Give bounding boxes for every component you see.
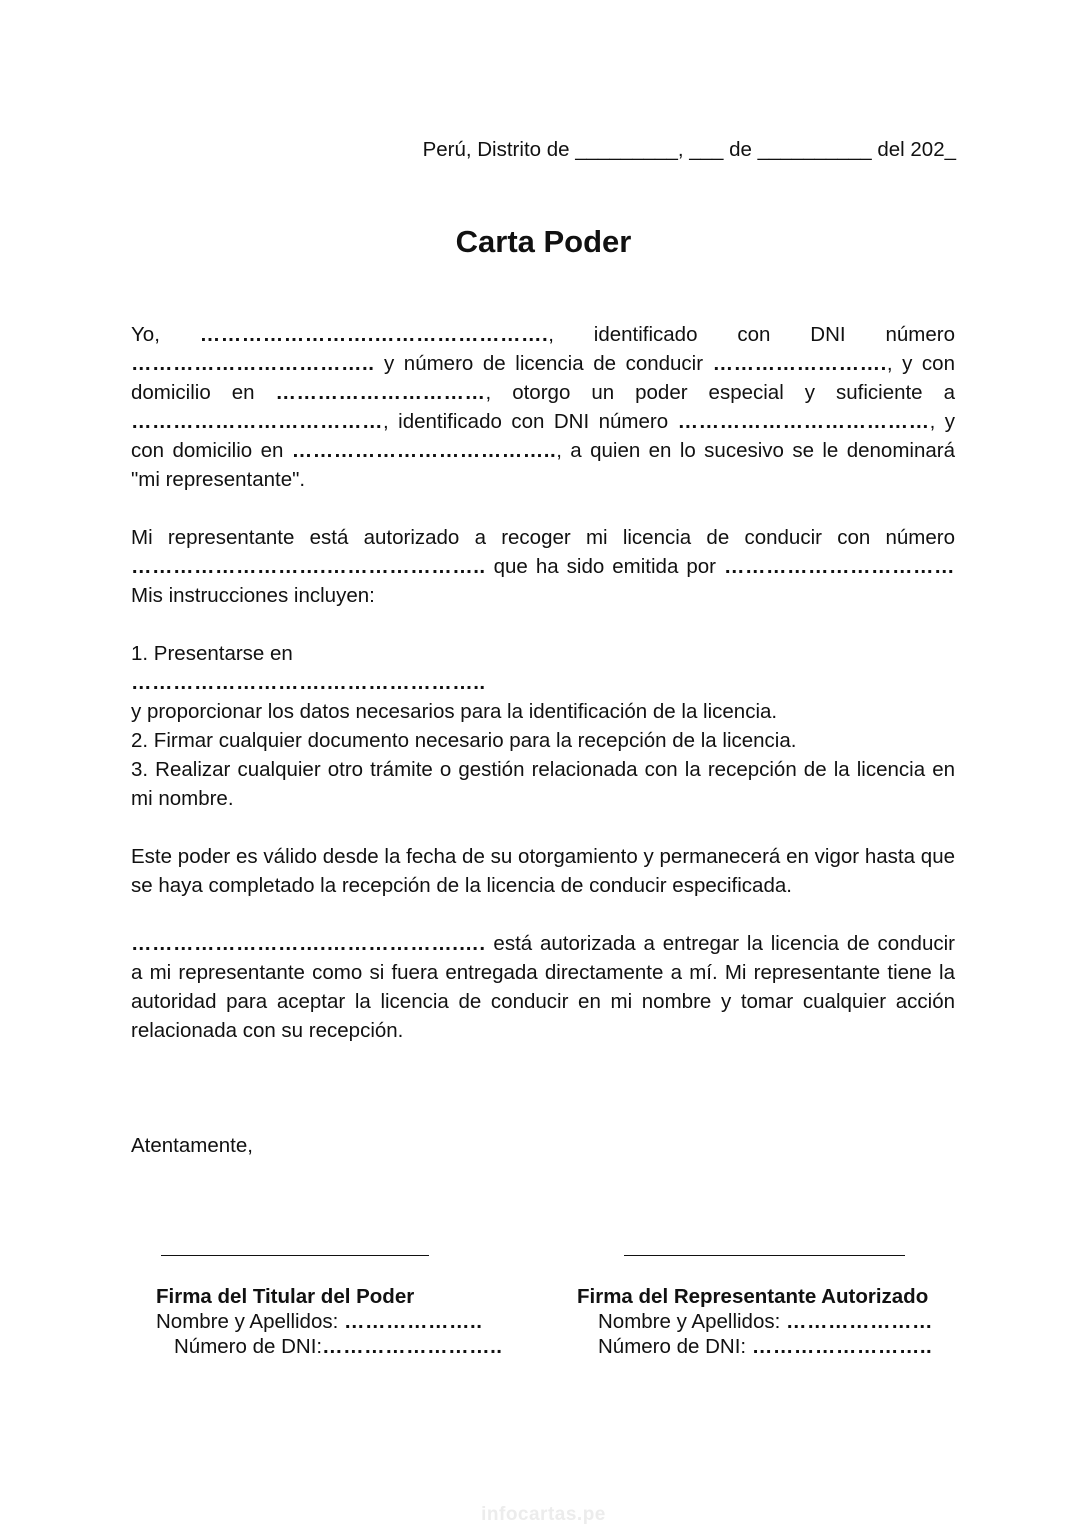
signature-heading: Firma del Titular del Poder	[156, 1285, 415, 1308]
text: y proporcionar los datos necesarios para la identificación de la licencia.	[131, 700, 778, 723]
blank-entity: ……………………….……………….….	[131, 932, 486, 955]
signature-line-grantor	[161, 1255, 429, 1256]
text: , y con domicilio en	[131, 410, 955, 462]
signature-dni-row	[156, 1334, 536, 1359]
paragraph-grant	[131, 320, 955, 494]
paragraph-delivery	[131, 929, 955, 1045]
text: , a quien en lo sucesivo se le denominará "mi representante".	[131, 439, 955, 491]
signature-block-grantor	[156, 1284, 536, 1359]
text: Yo,	[131, 323, 200, 346]
instructions-list	[131, 639, 955, 813]
text: , y con domicilio en	[131, 352, 955, 404]
text: está autorizada a entregar la licencia de conducir a mi representante como si fuera entregada directamente a mí. Mi representante tiene la autoridad para aceptar la licencia de conducir en mi nombre y tomar cualquier acción relacionada con su recepción.	[131, 932, 955, 1042]
blank-grantor-address: …………………………	[275, 381, 486, 404]
text: , otorgo un poder especial y suficiente a	[485, 381, 955, 404]
signature-name-row	[577, 1309, 967, 1334]
blank-issuer: ……………………………	[724, 555, 955, 578]
blank-dni: ……………………..	[322, 1335, 503, 1358]
blank-representative-address: ………………………………..	[291, 439, 557, 462]
blank-grantor-dni: ……………………………..	[131, 352, 375, 375]
text: , identificado con DNI número	[383, 410, 678, 433]
blank-name: ………………..	[344, 1310, 483, 1333]
blank-office: ……………………….…………………..	[131, 671, 486, 694]
text: Mis instrucciones incluyen:	[131, 584, 375, 607]
list-item: 2. Firmar cualquier documento necesario para la recepción de la licencia.	[131, 729, 797, 752]
signature-block-representative	[577, 1284, 967, 1359]
closing: Atentamente,	[131, 1134, 253, 1157]
watermark: infocartas.pe	[481, 1504, 606, 1525]
date-line: Perú, Distrito de _________, ___ de __________ del 202_	[422, 138, 956, 161]
blank-dni: ……………………..	[751, 1335, 933, 1358]
blank-license-number: …………………….	[712, 352, 887, 375]
signature-name-row	[156, 1309, 536, 1334]
page-title: Carta Poder	[455, 224, 632, 259]
blank-license-number-2: ……………………….…………………..	[131, 555, 486, 578]
label: Nombre y Apellidos:	[156, 1310, 345, 1333]
blank-representative-name: ………………………………	[131, 410, 383, 433]
blank-grantor-name: …………………….…………………….	[199, 323, 549, 346]
blank-representative-dni: ………………………………	[677, 410, 930, 433]
label: Nombre y Apellidos:	[598, 1310, 787, 1333]
text: y número de licencia de conducir	[374, 352, 713, 375]
signature-line-representative	[624, 1255, 905, 1256]
blank-name: …………………	[786, 1310, 934, 1333]
text: Mi representante está autorizado a recoger mi licencia de conducir con número	[131, 526, 955, 549]
text: 1. Presentarse en	[131, 642, 293, 665]
signature-dni-row	[577, 1334, 967, 1359]
paragraph-authorization	[131, 523, 955, 610]
text: , identificado con DNI número	[548, 323, 955, 346]
letter-body	[131, 320, 955, 1074]
paragraph-validity: Este poder es válido desde la fecha de su otorgamiento y permanecerá en vigor hasta que se haya completado la recepción de la licencia de conducir especificada.	[131, 845, 955, 897]
text: que ha sido emitida por	[485, 555, 724, 578]
label: Número de DNI:	[174, 1335, 323, 1358]
signature-heading: Firma del Representante Autorizado	[577, 1285, 929, 1308]
list-item: 3. Realizar cualquier otro trámite o gestión relacionada con la recepción de la licencia en mi nombre.	[131, 758, 955, 810]
label: Número de DNI:	[598, 1335, 752, 1358]
list-item	[131, 639, 955, 726]
